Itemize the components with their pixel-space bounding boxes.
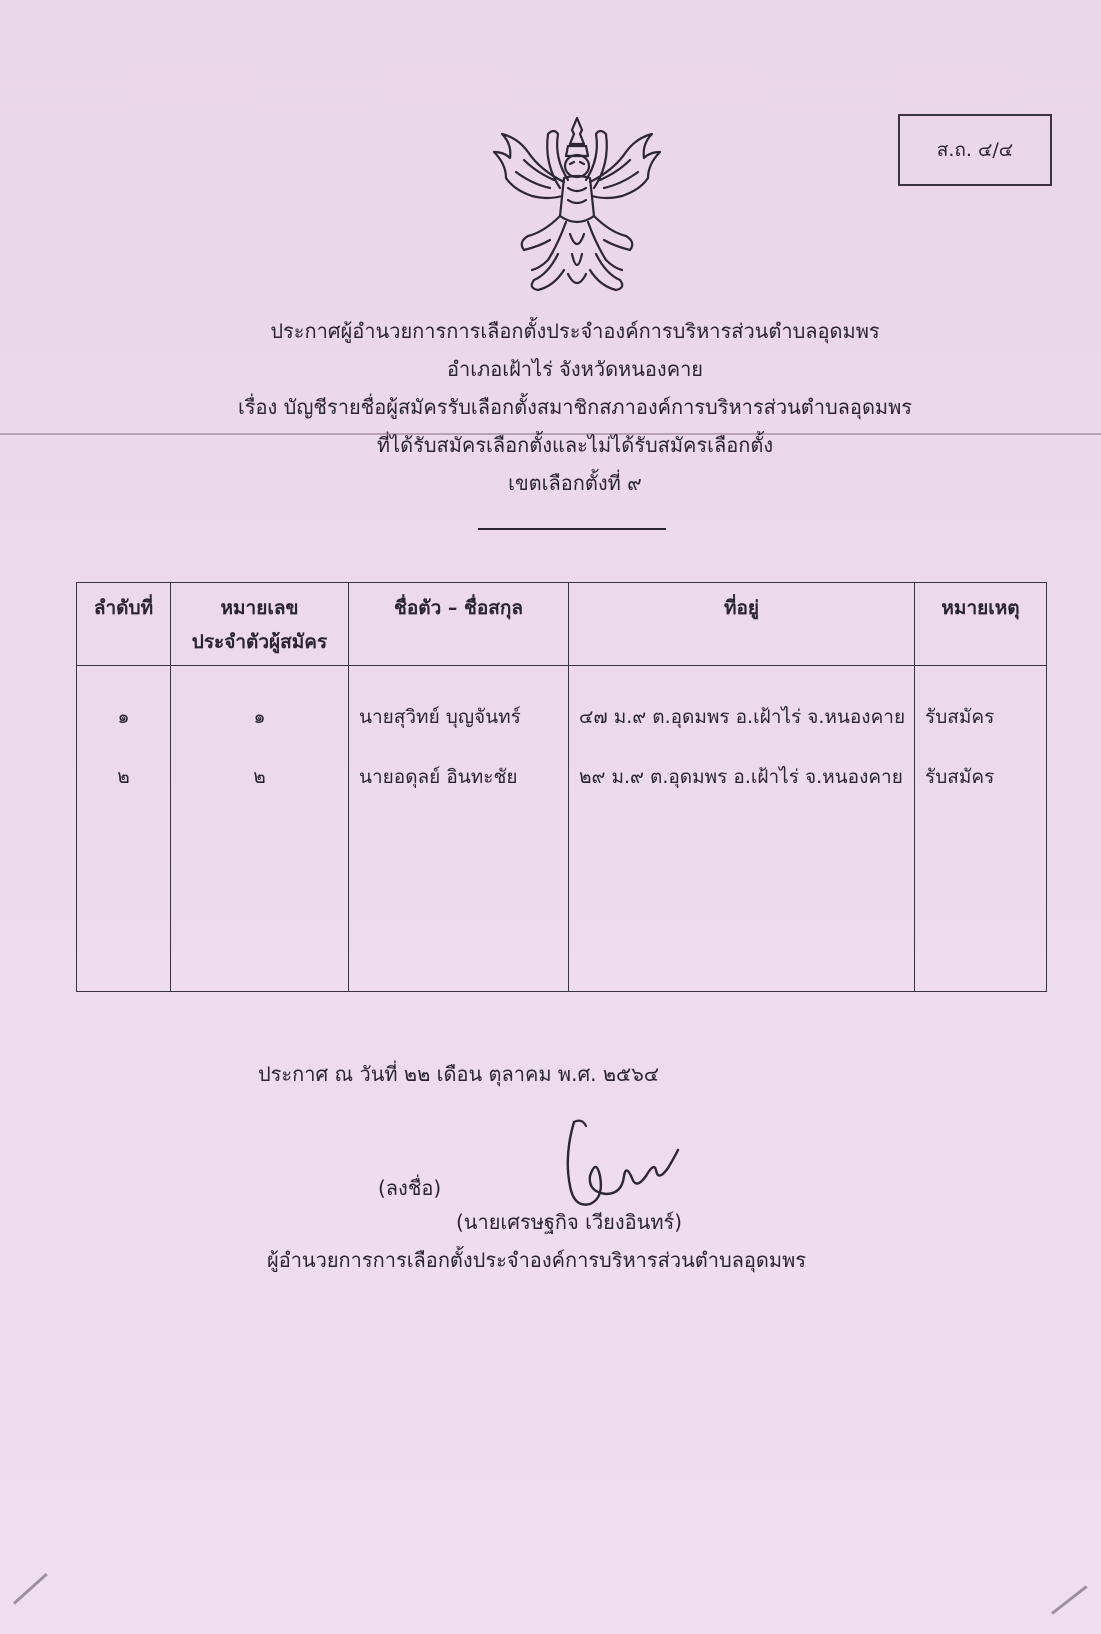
cell-address: ๒๙ ม.๙ ต.อุดมพร อ.เฝ้าไร่ จ.หนองคาย	[569, 732, 915, 792]
col-header-name: ชื่อตัว – ชื่อสกุล	[349, 583, 569, 666]
header-line-1: ประกาศผู้อำนวยการการเลือกตั้งประจำองค์การบริหารส่วนตำบลอุดมพร	[270, 319, 880, 343]
cell-remark: รับสมัคร	[915, 666, 1047, 733]
cell-name: นายอดุลย์ อินทะชัย	[349, 732, 569, 792]
garuda-emblem-icon	[488, 104, 666, 296]
handwritten-signature-icon	[560, 1116, 680, 1214]
cell-order: ๒	[77, 732, 171, 792]
table-empty-space	[77, 792, 1047, 992]
candidate-table	[76, 582, 1047, 992]
header-line-2: อำเภอเฝ้าไร่ จังหวัดหนองคาย	[446, 357, 704, 381]
cell-number: ๒	[171, 732, 349, 792]
table-row	[77, 732, 1047, 792]
table-row	[77, 666, 1047, 733]
staple-mark	[1051, 1585, 1088, 1614]
cell-remark: รับสมัคร	[915, 732, 1047, 792]
cell-order: ๑	[77, 666, 171, 733]
col-header-number-line1: หมายเลข	[220, 597, 299, 619]
staple-mark	[13, 1573, 48, 1605]
sign-label: (ลงชื่อ)	[378, 1176, 442, 1200]
cell-address: ๔๗ ม.๙ ต.อุดมพร อ.เฝ้าไร่ จ.หนองคาย	[569, 666, 915, 733]
announcement-date: ประกาศ ณ วันที่ ๒๒ เดือน ตุลาคม พ.ศ. ๒๕๖๔	[257, 1062, 659, 1086]
cell-name: นายสุวิทย์ บุญจันทร์	[349, 666, 569, 733]
table-header-row	[77, 583, 1047, 666]
col-header-number-line2: ประจำตัวผู้สมัคร	[191, 631, 328, 653]
col-header-order: ลำดับที่	[77, 583, 171, 666]
col-header-number	[171, 583, 349, 666]
signer-name: (นายเศรษฐกิจ เวียงอินทร์)	[456, 1210, 683, 1234]
header-subject-line: เรื่อง บัญชีรายชื่อผู้สมัครรับเลือกตั้งสมาชิกสภาองค์การบริหารส่วนตำบลอุดมพร	[237, 395, 913, 419]
header-divider	[478, 528, 666, 530]
form-code-box	[898, 114, 1052, 186]
form-code: ส.ถ. ๔/๔	[936, 139, 1014, 161]
signer-position: ผู้อำนวยการการเลือกตั้งประจำองค์การบริหารส่วนตำบลอุดมพร	[266, 1248, 807, 1272]
header-line-4: ที่ได้รับสมัครเลือกตั้งและไม่ได้รับสมัครเลือกตั้ง	[376, 433, 774, 457]
header-district-line: เขตเลือกตั้งที่ ๙	[508, 471, 642, 495]
col-header-remark: หมายเหตุ	[915, 583, 1047, 666]
col-header-address: ที่อยู่	[569, 583, 915, 666]
cell-number: ๑	[171, 666, 349, 733]
